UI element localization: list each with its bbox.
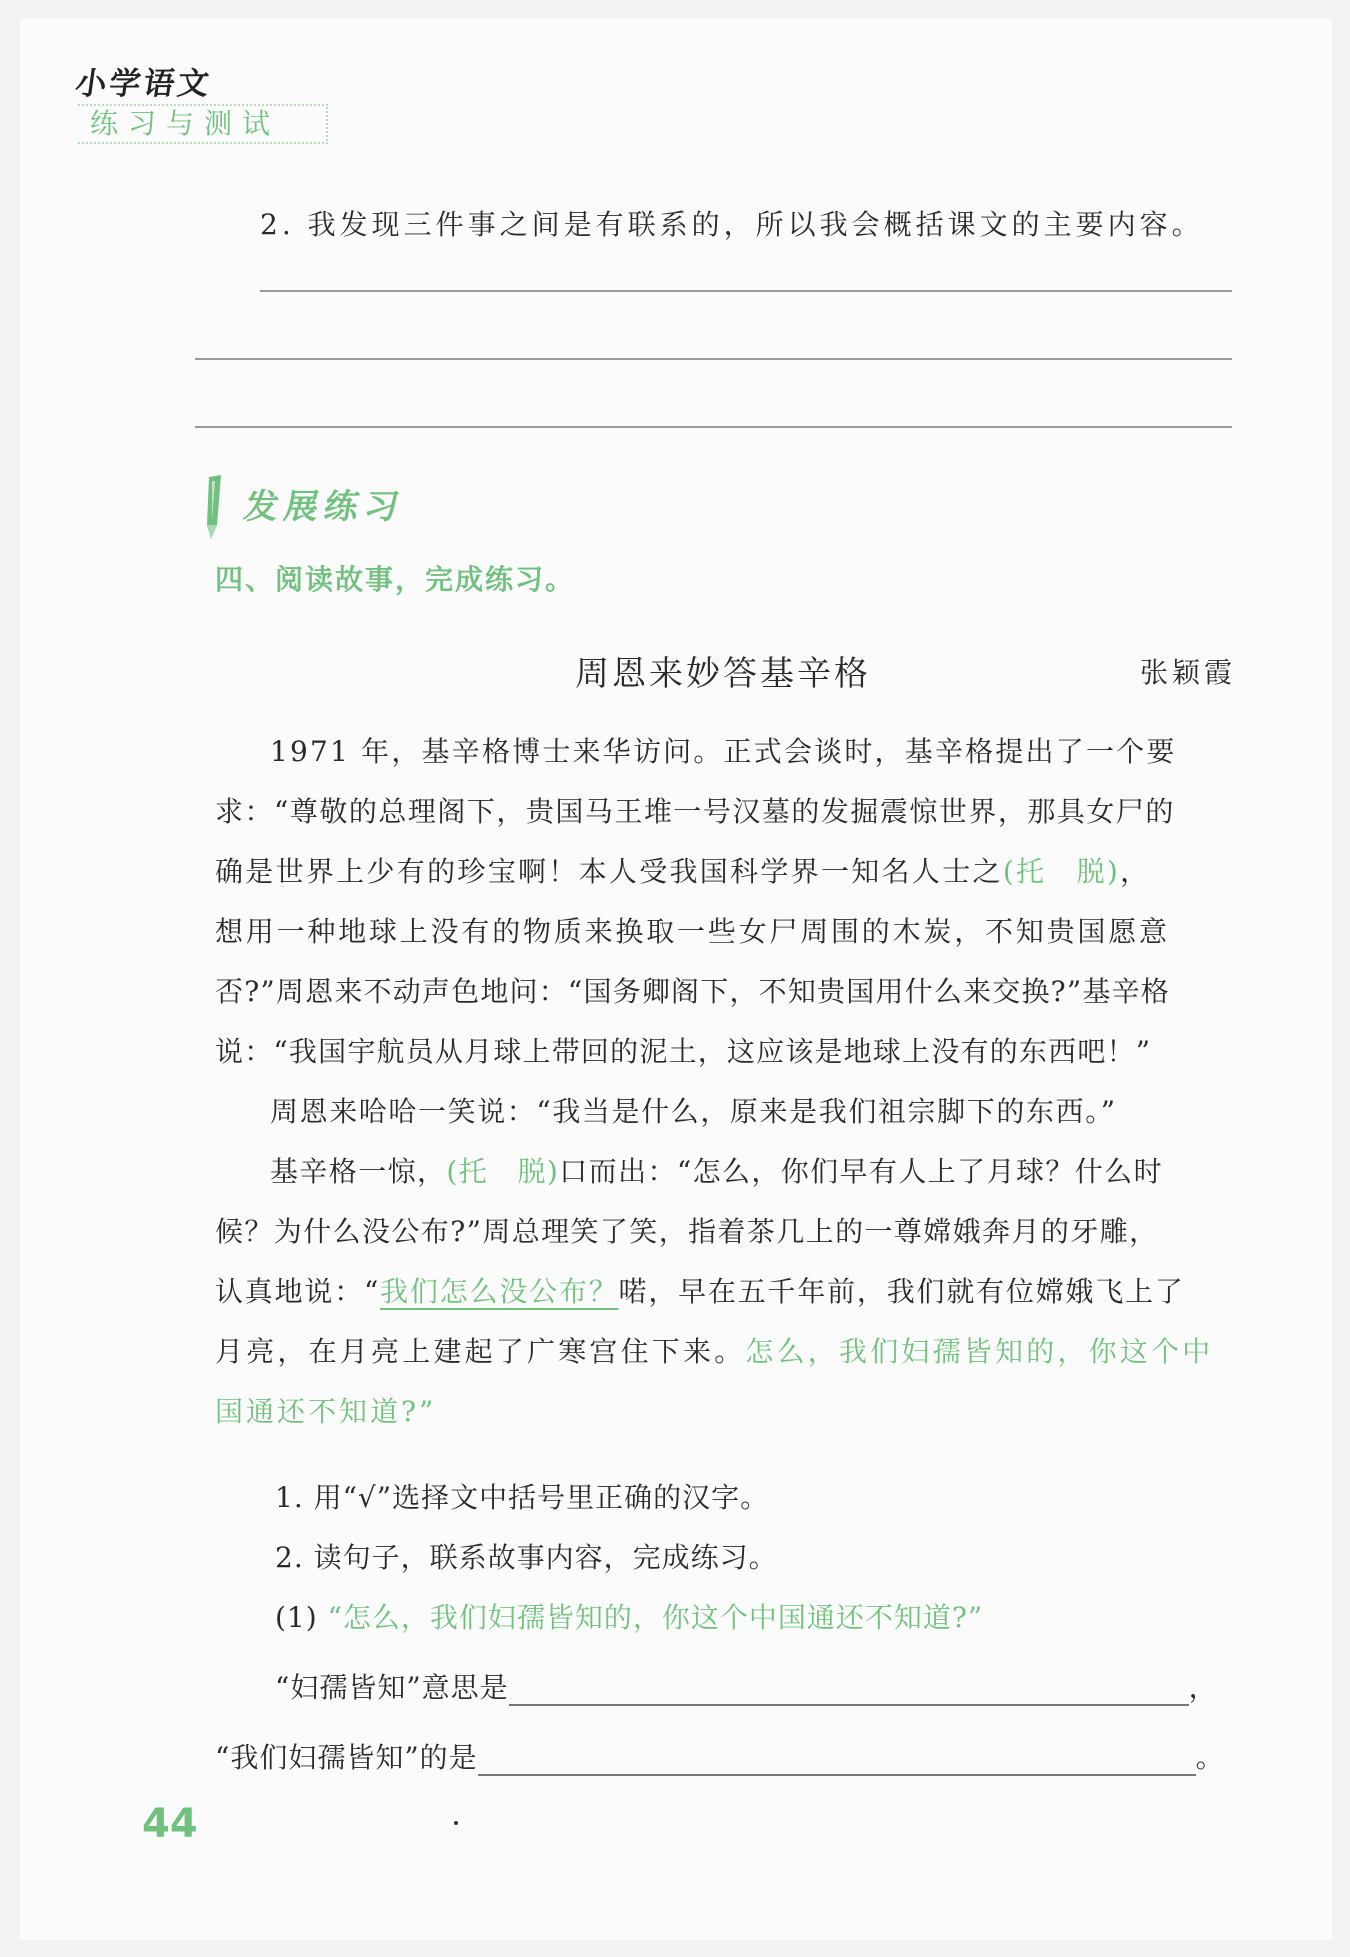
choice-bracket[interactable]: (托 脱) — [1002, 855, 1121, 888]
story-line: 基辛格一惊，(托 脱)口而出：“怎么，你们早有人上了月球？什么时 — [270, 1155, 1163, 1188]
story-line: 认真地说：“我们怎么没公布？喏，早在五千年前，我们就有位嫦娥飞上了 — [215, 1275, 1185, 1308]
fill-blank-2: “我们妇孺皆知”的是 。 — [215, 1741, 1225, 1774]
highlighted-sentence: 国通还不知道?” — [215, 1395, 437, 1428]
story-line: 说：“我国宇航员从月球上带回的泥土，这应该是地球上没有的东西吧！” — [215, 1035, 1152, 1068]
section-header — [195, 465, 495, 545]
question-2-prompt: 2. 我发现三件事之间是有联系的，所以我会概括课文的主要内容。 — [260, 208, 1204, 241]
story-line: 想用一种地球上没有的物质来换取一些女尸周围的木炭，不知贵国愿意 — [215, 915, 1170, 948]
section-title: 发展练习 — [240, 487, 408, 527]
print-dot — [454, 1821, 458, 1825]
highlighted-sentence: 怎么，我们妇孺皆知的，你这个中 — [745, 1335, 1214, 1368]
question-1: 1. 用“√”选择文中括号里正确的汉字。 — [275, 1481, 770, 1514]
quoted-sentence: “怎么，我们妇孺皆知的，你这个中国通还不知道?” — [327, 1601, 984, 1634]
answer-line[interactable] — [195, 358, 1232, 360]
story-line: 确是世界上少有的珍宝啊！本人受我国科学界一知名人士之(托 脱)， — [215, 855, 1151, 888]
question-2: 2. 读句子，联系故事内容，完成练习。 — [275, 1541, 778, 1574]
story-line: 否?”周恩来不动声色地问：“国务卿阁下，不知贵国用什么来交换?”基辛格 — [215, 975, 1170, 1008]
story-line: 候？为什么没公布?”周总理笑了笑，指着茶几上的一尊嫦娥奔月的牙雕， — [215, 1215, 1159, 1248]
pencil-icon — [195, 473, 231, 543]
story-title: 周恩来妙答基辛格 — [575, 654, 871, 694]
answer-line[interactable] — [195, 426, 1232, 428]
blank-field[interactable] — [478, 1741, 1196, 1776]
page-number: 44 — [142, 1801, 198, 1847]
choice-bracket[interactable]: (托 脱) — [446, 1155, 560, 1188]
story-line: 1971 年，基辛格博士来华访问。正式会谈时，基辛格提出了一个要 — [270, 735, 1177, 768]
story-author: 张颖霞 — [1140, 656, 1237, 689]
story-line: 求：“尊敬的总理阁下，贵国马王堆一号汉墓的发掘震惊世界，那具女尸的 — [215, 795, 1175, 828]
answer-line[interactable] — [260, 290, 1232, 292]
fill-blank-1: “妇孺皆知”意思是 ， — [275, 1671, 1218, 1704]
blank-field[interactable] — [509, 1671, 1189, 1706]
workbook-page — [20, 18, 1332, 1940]
story-line: 周恩来哈哈一笑说：“我当是什么，原来是我们祖宗脚下的东西。” — [270, 1095, 1117, 1128]
exercise-instruction: 四、阅读故事，完成练习。 — [215, 563, 576, 596]
question-2-1: (1) “怎么，我们妇孺皆知的，你这个中国通还不知道?” — [275, 1601, 984, 1634]
book-subtitle: 练习与测试 — [78, 104, 328, 144]
book-title: 小学语文 — [72, 66, 215, 102]
story-line: 月亮，在月亮上建起了广寒宫住下来。怎么，我们妇孺皆知的，你这个中 — [215, 1335, 1214, 1368]
underlined-quote: 我们怎么没公布？ — [380, 1275, 619, 1308]
